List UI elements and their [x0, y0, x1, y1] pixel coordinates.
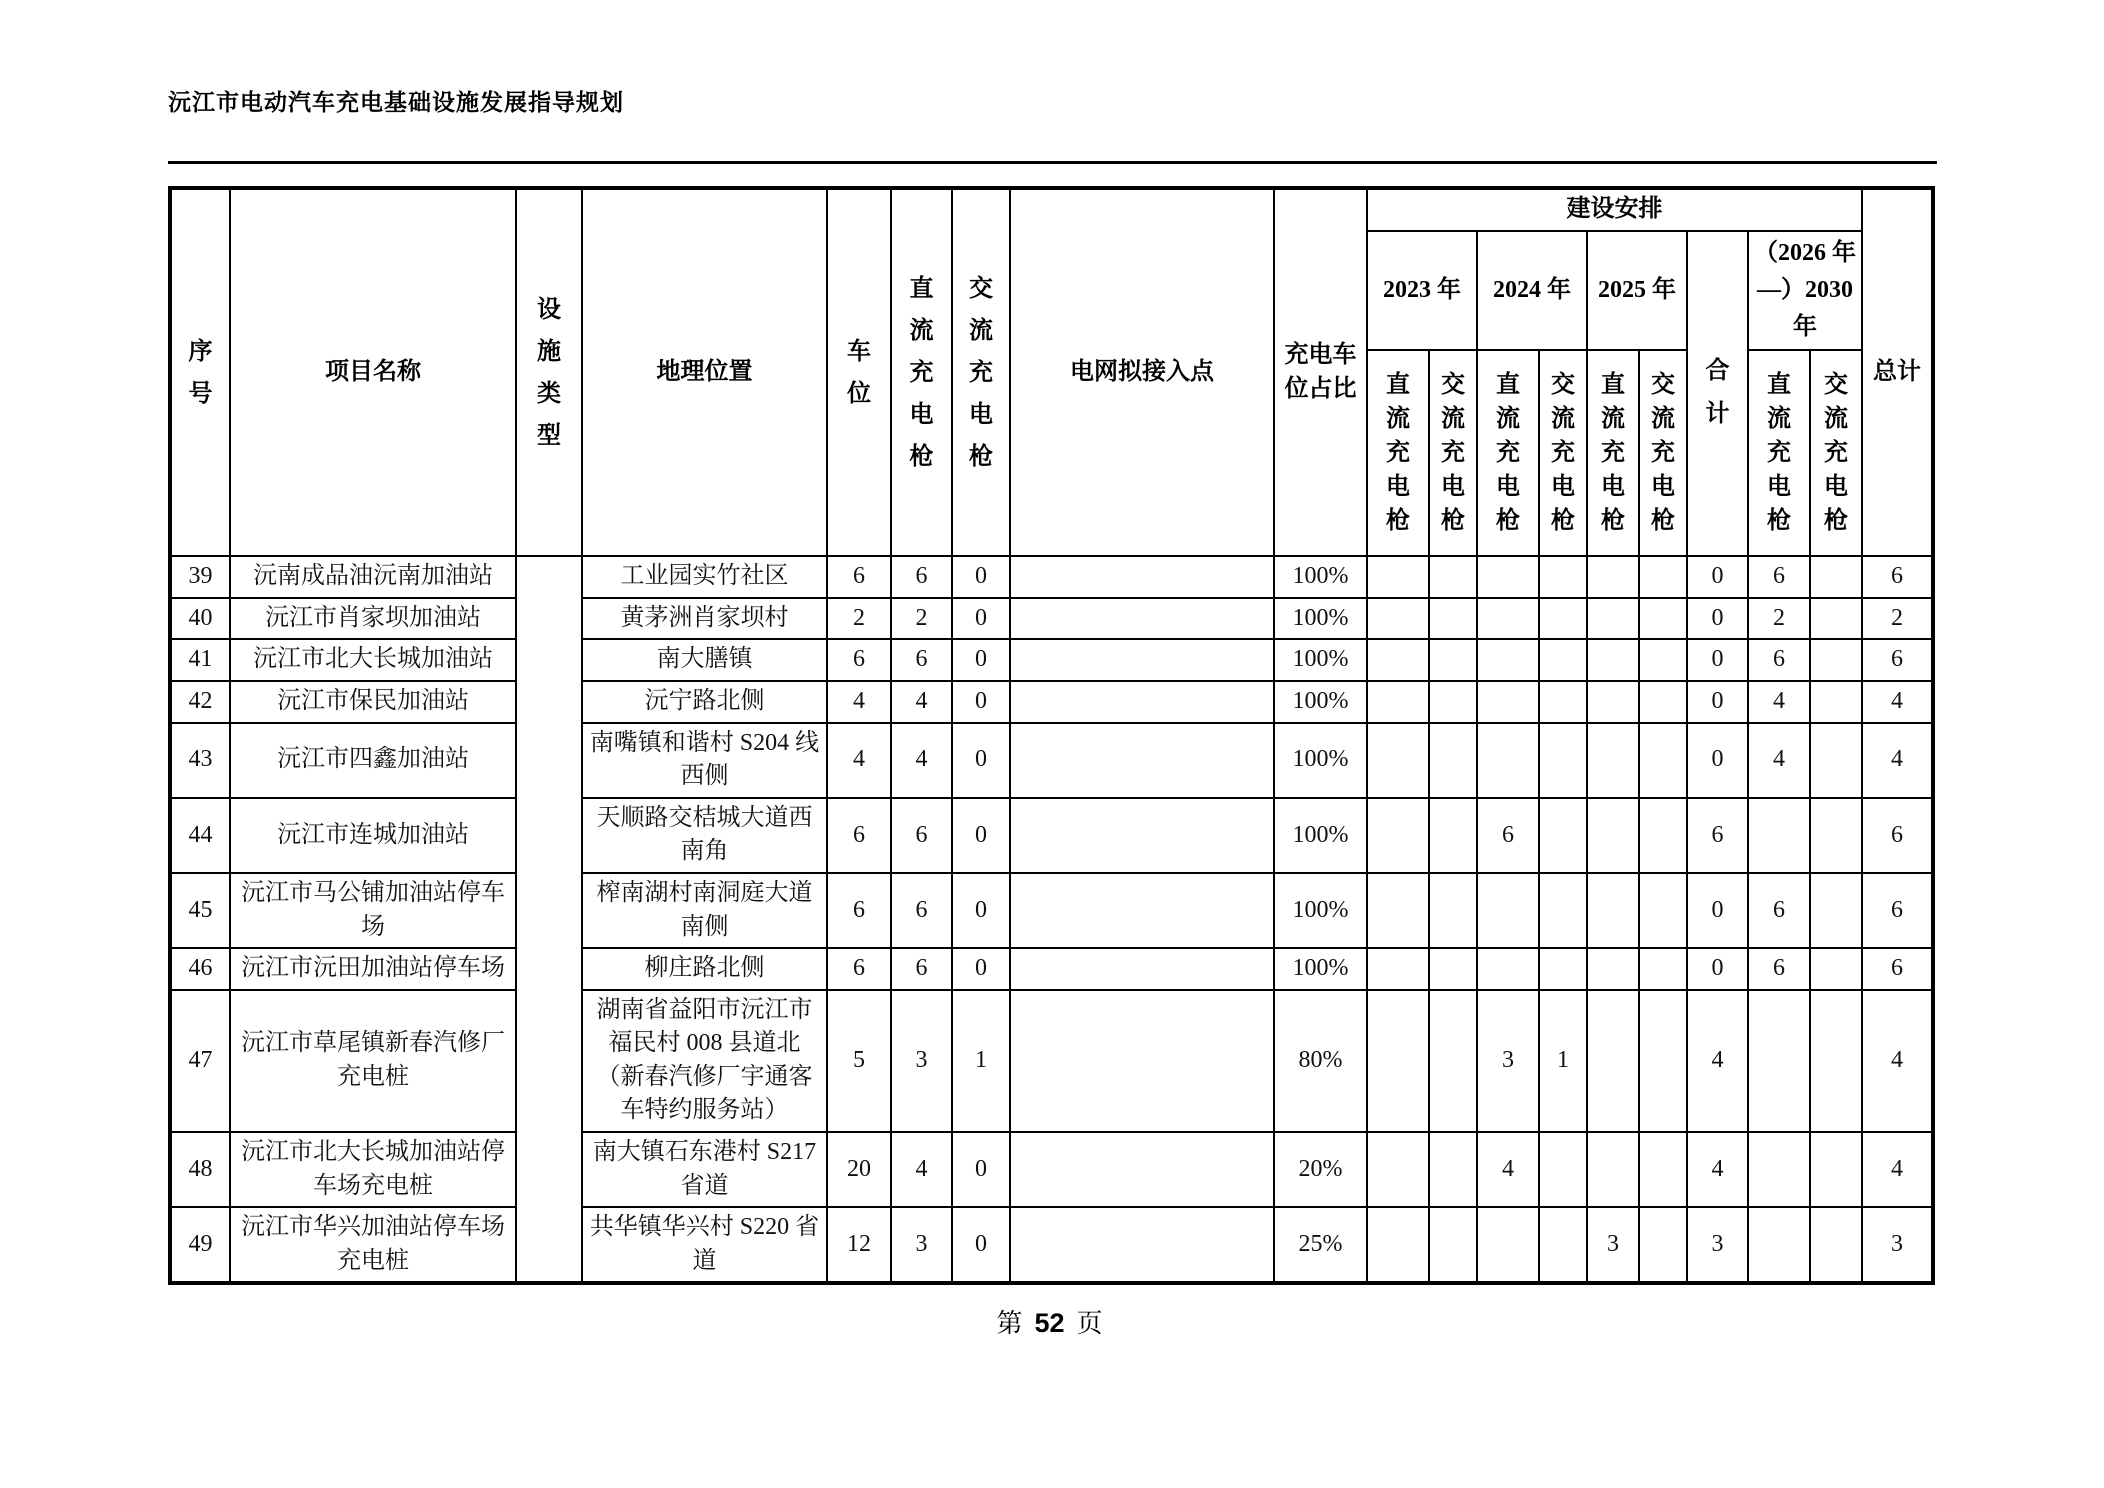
cell-y2026-dc: 4 [1748, 681, 1810, 723]
cell-y2026-dc: 6 [1748, 556, 1810, 598]
cell-ac-gun: 0 [952, 1132, 1010, 1207]
cell-ac-gun: 0 [952, 598, 1010, 640]
cell-parking: 4 [827, 681, 891, 723]
table-row [170, 556, 1933, 598]
cell-charge-ratio: 100% [1274, 798, 1367, 873]
cell-y2023-dc [1367, 723, 1429, 798]
cell-location: 共华镇华兴村 S220 省道 [582, 1207, 827, 1283]
cell-y2024-dc [1477, 1207, 1539, 1283]
cell-project-name: 沅江市北大长城加油站停车场充电桩 [230, 1132, 516, 1207]
cell-y2026-dc: 6 [1748, 639, 1810, 681]
header-grand-total: 总计 [1862, 188, 1933, 556]
cell-ac-gun: 0 [952, 798, 1010, 873]
cell-y2026-ac [1810, 723, 1862, 798]
cell-y2025-ac [1639, 723, 1687, 798]
cell-ac-gun: 0 [952, 723, 1010, 798]
cell-dc-gun: 4 [891, 1132, 952, 1207]
cell-grid-access [1010, 556, 1274, 598]
table-header [170, 188, 1933, 556]
cell-grid-access [1010, 798, 1274, 873]
cell-y2023-ac [1429, 723, 1477, 798]
cell-y2026-ac [1810, 873, 1862, 948]
cell-parking: 6 [827, 639, 891, 681]
cell-y2024-ac [1539, 873, 1587, 948]
cell-grand-total: 6 [1862, 556, 1933, 598]
cell-grid-access [1010, 639, 1274, 681]
footer-suffix: 页 [1076, 1309, 1103, 1339]
header-2023-dc: 直流充电枪 [1367, 350, 1429, 556]
cell-project-name: 沅江市连城加油站 [230, 798, 516, 873]
cell-charge-ratio: 20% [1274, 1132, 1367, 1207]
cell-y2024-dc: 6 [1477, 798, 1539, 873]
cell-location: 黄茅洲肖家坝村 [582, 598, 827, 640]
cell-project-name: 沅江市四鑫加油站 [230, 723, 516, 798]
cell-y2023-ac [1429, 556, 1477, 598]
cell-y2023-ac [1429, 681, 1477, 723]
cell-y2023-ac [1429, 798, 1477, 873]
cell-parking: 20 [827, 1132, 891, 1207]
cell-y2025-dc [1587, 798, 1639, 873]
cell-y2026-dc [1748, 990, 1810, 1132]
header-charging-ratio: 充电车位占比 [1274, 188, 1367, 556]
cell-project-name: 沅江市沅田加油站停车场 [230, 948, 516, 990]
cell-serial: 47 [170, 990, 230, 1132]
cell-y2025-dc [1587, 948, 1639, 990]
cell-y2026-dc [1748, 1132, 1810, 1207]
header-project-name: 项目名称 [230, 188, 516, 556]
cell-y2025-ac [1639, 948, 1687, 990]
document-title: 沅江市电动汽车充电基础设施发展指导规划 [168, 84, 1937, 164]
cell-location: 南大镇石东港村 S217 省道 [582, 1132, 827, 1207]
cell-dc-gun: 6 [891, 556, 952, 598]
cell-dc-gun: 2 [891, 598, 952, 640]
cell-serial: 41 [170, 639, 230, 681]
cell-charge-ratio: 100% [1274, 681, 1367, 723]
cell-y2024-ac [1539, 639, 1587, 681]
header-band-1 [170, 188, 1933, 231]
cell-y2026-ac [1810, 681, 1862, 723]
cell-y2025-dc [1587, 1132, 1639, 1207]
year-2026-line-1: （2026 年 [1754, 239, 1856, 266]
cell-y2024-dc: 3 [1477, 990, 1539, 1132]
cell-location: 天顺路交桔城大道西南角 [582, 798, 827, 873]
table-row [170, 681, 1933, 723]
header-grid-access: 电网拟接入点 [1010, 188, 1274, 556]
cell-serial: 39 [170, 556, 230, 598]
cell-dc-gun: 3 [891, 1207, 952, 1283]
cell-serial: 48 [170, 1132, 230, 1207]
cell-charge-ratio: 25% [1274, 1207, 1367, 1283]
cell-y2024-ac [1539, 598, 1587, 640]
cell-y2024-ac [1539, 798, 1587, 873]
cell-parking: 2 [827, 598, 891, 640]
cell-y2026-ac [1810, 556, 1862, 598]
cell-subtotal: 0 [1687, 639, 1748, 681]
cell-project-name: 沅江市草尾镇新春汽修厂充电桩 [230, 990, 516, 1132]
cell-subtotal: 0 [1687, 948, 1748, 990]
header-subtotal: 合计 [1687, 231, 1748, 557]
cell-location: 湖南省益阳市沅江市福民村 008 县道北（新春汽修厂宇通客车特约服务站） [582, 990, 827, 1132]
header-year-2025: 2025 年 [1587, 231, 1687, 351]
header-2025-dc: 直流充电枪 [1587, 350, 1639, 556]
cell-y2026-dc: 2 [1748, 598, 1810, 640]
cell-y2026-dc [1748, 798, 1810, 873]
charging-plan-table [168, 186, 1935, 1285]
cell-grand-total: 6 [1862, 639, 1933, 681]
cell-grand-total: 4 [1862, 723, 1933, 798]
cell-y2023-dc [1367, 873, 1429, 948]
cell-dc-gun: 6 [891, 873, 952, 948]
cell-project-name: 沅南成品油沅南加油站 [230, 556, 516, 598]
footer-prefix: 第 [996, 1309, 1023, 1339]
cell-y2026-ac [1810, 639, 1862, 681]
cell-y2025-ac [1639, 990, 1687, 1132]
cell-grid-access [1010, 1207, 1274, 1283]
cell-location: 柳庄路北侧 [582, 948, 827, 990]
cell-ac-gun: 0 [952, 681, 1010, 723]
cell-parking: 4 [827, 723, 891, 798]
cell-parking: 6 [827, 798, 891, 873]
cell-y2024-dc [1477, 639, 1539, 681]
cell-y2023-ac [1429, 639, 1477, 681]
cell-y2026-ac [1810, 1207, 1862, 1283]
cell-grid-access [1010, 873, 1274, 948]
cell-location: 南嘴镇和谐村 S204 线西侧 [582, 723, 827, 798]
header-year-2023: 2023 年 [1367, 231, 1477, 351]
cell-grand-total: 3 [1862, 1207, 1933, 1283]
header-year-2024: 2024 年 [1477, 231, 1587, 351]
cell-y2025-dc [1587, 873, 1639, 948]
cell-charge-ratio: 100% [1274, 948, 1367, 990]
cell-y2025-ac [1639, 1132, 1687, 1207]
header-2024-ac: 交流充电枪 [1539, 350, 1587, 556]
cell-ac-gun: 1 [952, 990, 1010, 1132]
cell-project-name: 沅江市保民加油站 [230, 681, 516, 723]
header-year-2026-2030 [1748, 231, 1862, 351]
cell-y2025-dc: 3 [1587, 1207, 1639, 1283]
header-2023-ac: 交流充电枪 [1429, 350, 1477, 556]
cell-grand-total: 2 [1862, 598, 1933, 640]
cell-dc-gun: 6 [891, 948, 952, 990]
header-2026-ac: 交流充电枪 [1810, 350, 1862, 556]
cell-y2024-ac [1539, 723, 1587, 798]
cell-y2026-dc [1748, 1207, 1810, 1283]
cell-y2026-ac [1810, 990, 1862, 1132]
cell-y2023-ac [1429, 1207, 1477, 1283]
cell-dc-gun: 6 [891, 639, 952, 681]
cell-ac-gun: 0 [952, 873, 1010, 948]
cell-grid-access [1010, 1132, 1274, 1207]
cell-charge-ratio: 100% [1274, 723, 1367, 798]
cell-subtotal: 0 [1687, 556, 1748, 598]
cell-y2025-ac [1639, 556, 1687, 598]
cell-y2024-dc [1477, 873, 1539, 948]
page-footer [168, 1303, 1931, 1340]
cell-serial: 40 [170, 598, 230, 640]
cell-y2026-ac [1810, 948, 1862, 990]
cell-y2023-dc [1367, 948, 1429, 990]
cell-grand-total: 4 [1862, 990, 1933, 1132]
cell-parking: 6 [827, 873, 891, 948]
header-2025-ac: 交流充电枪 [1639, 350, 1687, 556]
table-row [170, 948, 1933, 990]
cell-y2024-ac [1539, 1207, 1587, 1283]
table-row [170, 723, 1933, 798]
cell-subtotal: 3 [1687, 1207, 1748, 1283]
cell-y2026-dc: 6 [1748, 948, 1810, 990]
cell-subtotal: 4 [1687, 990, 1748, 1132]
cell-project-name: 沅江市马公铺加油站停车场 [230, 873, 516, 948]
cell-serial: 45 [170, 873, 230, 948]
cell-y2024-dc [1477, 598, 1539, 640]
cell-ac-gun: 0 [952, 1207, 1010, 1283]
cell-dc-gun: 3 [891, 990, 952, 1132]
cell-y2024-dc [1477, 723, 1539, 798]
cell-y2023-dc [1367, 681, 1429, 723]
cell-y2025-dc [1587, 990, 1639, 1132]
cell-y2026-ac [1810, 598, 1862, 640]
cell-subtotal: 0 [1687, 681, 1748, 723]
table-row [170, 598, 1933, 640]
cell-charge-ratio: 100% [1274, 556, 1367, 598]
cell-serial: 44 [170, 798, 230, 873]
cell-y2023-dc [1367, 990, 1429, 1132]
header-location: 地理位置 [582, 188, 827, 556]
cell-y2025-ac [1639, 873, 1687, 948]
cell-y2025-ac [1639, 798, 1687, 873]
table-row [170, 873, 1933, 948]
header-ac-gun: 交流充电枪 [952, 188, 1010, 556]
cell-subtotal: 0 [1687, 723, 1748, 798]
cell-y2025-ac [1639, 639, 1687, 681]
cell-y2023-ac [1429, 948, 1477, 990]
header-dc-gun: 直流充电枪 [891, 188, 952, 556]
cell-charge-ratio: 100% [1274, 598, 1367, 640]
header-2026-dc: 直流充电枪 [1748, 350, 1810, 556]
table-row [170, 1132, 1933, 1207]
year-2026-line-3: 年 [1793, 313, 1817, 340]
table-row [170, 1207, 1933, 1283]
cell-y2024-dc [1477, 681, 1539, 723]
cell-dc-gun: 6 [891, 798, 952, 873]
cell-ac-gun: 0 [952, 556, 1010, 598]
cell-ac-gun: 0 [952, 948, 1010, 990]
cell-grid-access [1010, 598, 1274, 640]
cell-y2025-dc [1587, 681, 1639, 723]
cell-y2025-dc [1587, 639, 1639, 681]
cell-serial: 46 [170, 948, 230, 990]
cell-project-name: 沅江市肖家坝加油站 [230, 598, 516, 640]
cell-y2023-ac [1429, 990, 1477, 1132]
cell-grid-access [1010, 723, 1274, 798]
cell-grand-total: 6 [1862, 798, 1933, 873]
cell-project-name: 沅江市华兴加油站停车场充电桩 [230, 1207, 516, 1283]
cell-y2023-ac [1429, 1132, 1477, 1207]
cell-dc-gun: 4 [891, 723, 952, 798]
cell-y2026-ac [1810, 798, 1862, 873]
cell-parking: 6 [827, 556, 891, 598]
cell-y2026-ac [1810, 1132, 1862, 1207]
cell-y2023-dc [1367, 1132, 1429, 1207]
cell-parking: 5 [827, 990, 891, 1132]
cell-parking: 12 [827, 1207, 891, 1283]
cell-y2024-dc: 4 [1477, 1132, 1539, 1207]
year-2026-line-2: —）2030 [1757, 276, 1853, 303]
cell-y2025-ac [1639, 1207, 1687, 1283]
cell-y2025-dc [1587, 723, 1639, 798]
cell-grand-total: 4 [1862, 1132, 1933, 1207]
cell-y2023-dc [1367, 639, 1429, 681]
cell-subtotal: 6 [1687, 798, 1748, 873]
cell-y2023-ac [1429, 598, 1477, 640]
cell-y2024-ac: 1 [1539, 990, 1587, 1132]
table-row [170, 990, 1933, 1132]
cell-y2025-ac [1639, 598, 1687, 640]
cell-y2024-dc [1477, 948, 1539, 990]
table-body [170, 556, 1933, 1283]
cell-serial: 42 [170, 681, 230, 723]
cell-location: 工业园实竹社区 [582, 556, 827, 598]
cell-parking: 6 [827, 948, 891, 990]
cell-y2024-ac [1539, 556, 1587, 598]
cell-grand-total: 4 [1862, 681, 1933, 723]
cell-dc-gun: 4 [891, 681, 952, 723]
cell-y2024-ac [1539, 948, 1587, 990]
header-facility-type: 设施类型 [516, 188, 582, 556]
cell-subtotal: 0 [1687, 598, 1748, 640]
cell-y2024-ac [1539, 1132, 1587, 1207]
cell-location: 沅宁路北侧 [582, 681, 827, 723]
cell-y2025-ac [1639, 681, 1687, 723]
cell-grid-access [1010, 990, 1274, 1132]
table-row [170, 798, 1933, 873]
header-2024-dc: 直流充电枪 [1477, 350, 1539, 556]
table-row [170, 639, 1933, 681]
cell-y2026-dc: 4 [1748, 723, 1810, 798]
cell-y2025-dc [1587, 556, 1639, 598]
header-parking-spaces: 车位 [827, 188, 891, 556]
header-serial: 序号 [170, 188, 230, 556]
footer-page-number: 52 [1034, 1308, 1065, 1339]
cell-grand-total: 6 [1862, 873, 1933, 948]
cell-serial: 49 [170, 1207, 230, 1283]
cell-location: 南大膳镇 [582, 639, 827, 681]
cell-serial: 43 [170, 723, 230, 798]
cell-grand-total: 6 [1862, 948, 1933, 990]
cell-y2024-dc [1477, 556, 1539, 598]
cell-subtotal: 4 [1687, 1132, 1748, 1207]
cell-ac-gun: 0 [952, 639, 1010, 681]
cell-y2025-dc [1587, 598, 1639, 640]
cell-y2023-dc [1367, 798, 1429, 873]
cell-y2023-dc [1367, 598, 1429, 640]
cell-grid-access [1010, 681, 1274, 723]
cell-facility-type-merged [516, 556, 582, 1283]
cell-y2024-ac [1539, 681, 1587, 723]
cell-grid-access [1010, 948, 1274, 990]
cell-charge-ratio: 80% [1274, 990, 1367, 1132]
cell-charge-ratio: 100% [1274, 873, 1367, 948]
cell-y2023-dc [1367, 1207, 1429, 1283]
header-construction-plan: 建设安排 [1367, 188, 1862, 231]
cell-y2023-ac [1429, 873, 1477, 948]
cell-y2023-dc [1367, 556, 1429, 598]
cell-charge-ratio: 100% [1274, 639, 1367, 681]
cell-y2026-dc: 6 [1748, 873, 1810, 948]
cell-location: 榨南湖村南洞庭大道南侧 [582, 873, 827, 948]
cell-project-name: 沅江市北大长城加油站 [230, 639, 516, 681]
cell-subtotal: 0 [1687, 873, 1748, 948]
